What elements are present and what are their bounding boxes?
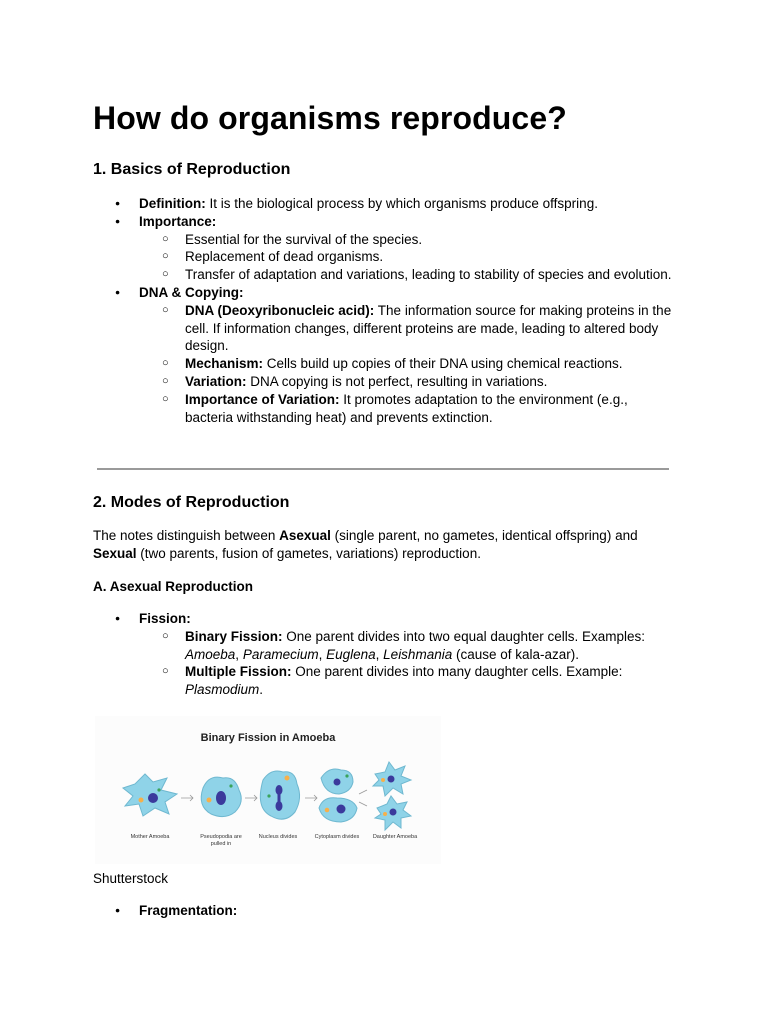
figure-label: Mother Amoeba (130, 834, 170, 840)
nucleus (216, 791, 226, 805)
asexual-list (93, 610, 678, 699)
horizontal-rule (97, 468, 669, 470)
arrow-icon (245, 795, 257, 801)
amoeba-illustration (95, 716, 441, 864)
vacuole (157, 788, 160, 791)
list-item-dna: ● DNA & Copying: (93, 284, 678, 302)
vacuole (383, 812, 387, 816)
list-item-fragmentation: ● Fragmentation: (93, 902, 678, 920)
list-subitem-binary: ○ Binary Fission: One parent divides into two equal daughter cells. Examples: Amoeba, Paramecium, Euglena, Leishmania (cause of kala-azar). (93, 628, 678, 664)
list-subitem: ○ Replacement of dead organisms. (93, 248, 678, 266)
section-2-intro: The notes distinguish between Asexual (single parent, no gametes, identical offspring) and Sexual (two parents, fusion of gametes, variations) reproduction. (93, 528, 638, 561)
list-item-fission: ● Fission: (93, 610, 678, 628)
nucleus (334, 779, 341, 786)
vacuole (285, 776, 290, 781)
image-credit: Shutterstock (93, 871, 169, 886)
list-item-importance: ● Importance: (93, 213, 678, 231)
nucleus (390, 809, 397, 816)
section-1-list (93, 195, 678, 426)
list-subitem: ○ Importance of Variation: It promotes adaptation to the environment (e.g., bacteria withstanding heat) and prevents extinction. (93, 391, 678, 427)
vacuole (381, 778, 385, 782)
section-2-heading: 2. Modes of Reproduction (93, 494, 290, 511)
nucleus (388, 776, 395, 783)
arrow-icon (305, 795, 317, 801)
arrow-icon (181, 795, 193, 801)
list-subitem: ○ Variation: DNA copying is not perfect, resulting in variations. (93, 373, 678, 391)
list-fragmentation (93, 902, 678, 920)
nucleus (278, 792, 281, 804)
vacuole (267, 794, 270, 797)
page-title: How do organisms reproduce? (93, 100, 567, 136)
vacuole (345, 774, 348, 777)
figure-label: Cytoplasm divides (314, 834, 360, 840)
binary-fission-figure (95, 716, 441, 864)
nucleus (148, 793, 158, 803)
vacuole (229, 784, 232, 787)
list-subitem: ○ Essential for the survival of the species. (93, 231, 678, 249)
arrow-icon (359, 790, 367, 806)
list-item-definition: ● Definition: It is the biological process by which organisms produce offspring. (93, 195, 678, 213)
list-subitem: ○ Transfer of adaptation and variations, leading to stability of species and evolution. (93, 266, 678, 284)
figure-label: Nucleus divides (258, 834, 298, 840)
section-1-heading: 1. Basics of Reproduction (93, 161, 291, 178)
list-subitem-multiple: ○ Multiple Fission: One parent divides into many daughter cells. Example: Plasmodium. (93, 663, 678, 699)
list-subitem: ○ DNA (Deoxyribonucleic acid): The information source for making proteins in the cell. If information changes, different proteins are made, leading to altered body design. (93, 302, 678, 355)
figure-title: Binary Fission in Amoeba (200, 732, 336, 744)
figure-label: Pseudopodia are pulled in (200, 834, 242, 847)
vacuole (139, 798, 144, 803)
vacuole (207, 798, 212, 803)
list-subitem: ○ Mechanism: Cells build up copies of their DNA using chemical reactions. (93, 355, 678, 373)
nucleus (337, 805, 346, 814)
figure-label: Daughter Amoeba (372, 834, 418, 840)
vacuole (325, 808, 330, 813)
subheading-asexual: A. Asexual Reproduction (93, 579, 254, 594)
